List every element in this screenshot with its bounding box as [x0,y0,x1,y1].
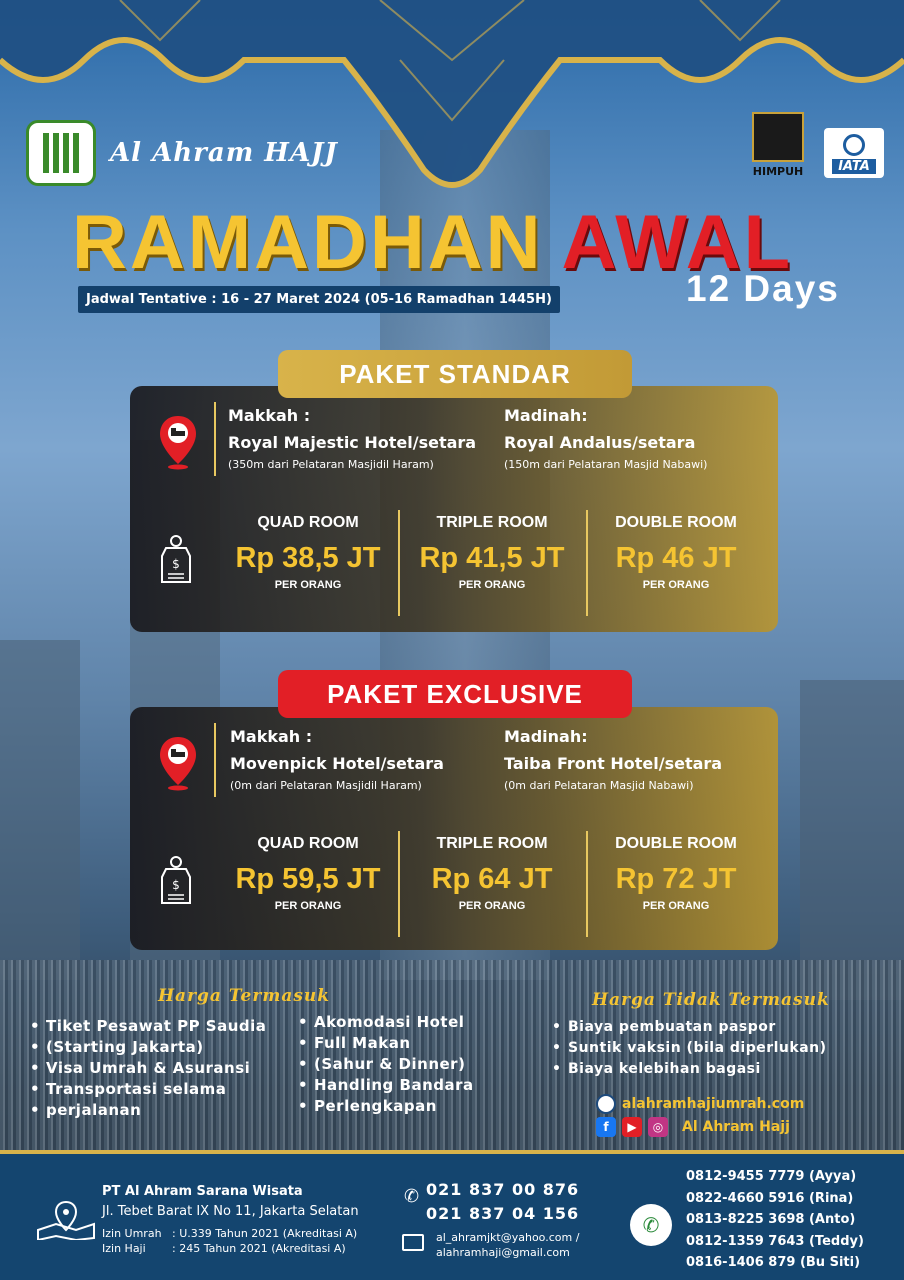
package-title-standar: PAKET STANDAR [278,350,632,398]
email-icon [402,1234,424,1251]
youtube-icon[interactable]: ▶ [622,1117,642,1137]
price-tag-icon [160,534,192,584]
schedule-banner: Jadwal Tentative : 16 - 27 Maret 2024 (05-16 Ramadhan 1445H) [78,286,560,313]
price-row [130,825,778,943]
package-card-standar [130,386,778,632]
whatsapp-contacts [686,1166,864,1274]
logo-emblem-icon [26,120,96,186]
list-item: • Handling Bandara [298,1075,498,1096]
price-quad: QUAD ROOM Rp 38,5 JT PER ORANG [235,514,381,591]
madinah-hotel: Madinah: Taiba Front Hotel/setara (0m dari Pelataran Masjid Nabawi) [504,727,723,792]
brand-logo [26,120,338,186]
list-item: • (Starting Jakarta) [30,1037,290,1058]
makkah-hotel: Makkah : Movenpick Hotel/setara (0m dari Pelataran Masjidil Haram) [230,727,444,792]
phone-number[interactable]: 021 837 04 156 [426,1204,580,1223]
divider [398,831,400,937]
price-row [130,504,778,622]
whatsapp-number[interactable]: 0812-1359 7643 (Teddy) [686,1233,864,1249]
list-item: • Visa Umrah & Asuransi [30,1058,290,1079]
brand-name: Al Ahram HAJJ [110,138,338,168]
phone-icon: ✆ [404,1186,420,1207]
list-item: • Biaya kelebihan bagasi [552,1059,892,1080]
headline-ramadhan: RAMADHAN [72,200,544,285]
hotel-location-icon [158,735,198,791]
divider [398,510,400,616]
excluded-list [552,1017,892,1080]
emails [436,1230,579,1260]
list-item: • Perlengkapan [298,1096,498,1117]
social-links[interactable]: f ▶ ◎ Al Ahram Hajj [596,1117,790,1137]
included-list-1 [30,1016,290,1121]
whatsapp-icon: ✆ [630,1204,672,1246]
hotel-row [130,707,778,807]
license-info: Izin Umrah : U.339 Tahun 2021 (Akreditasi A) Izin Haji : 245 Tahun 2021 (Akreditasi A) [102,1227,358,1255]
map-location-icon [36,1200,96,1240]
globe-icon [596,1094,616,1114]
excluded-title: Harga Tidak Termasuk [592,990,830,1010]
price-quad: QUAD ROOM Rp 59,5 JT PER ORANG [235,835,381,912]
included-title: Harga Termasuk [158,986,331,1006]
svg-text:$: $ [172,878,180,892]
list-item: • Biaya pembuatan paspor [552,1017,892,1038]
list-item: • Full Makan [298,1033,498,1054]
price-double: DOUBLE ROOM Rp 46 JT PER ORANG [615,514,737,591]
whatsapp-number[interactable]: 0816-1406 879 (Bu Siti) [686,1255,861,1270]
divider [214,402,216,476]
madinah-hotel: Madinah: Royal Andalus/setara (150m dari Pelataran Masjid Nabawi) [504,406,708,471]
list-item: • Akomodasi Hotel [298,1012,498,1033]
price-tag-icon [160,855,192,905]
iata-logo: IATA [824,128,884,178]
instagram-icon[interactable]: ◎ [648,1117,668,1137]
package-title-exclusive: PAKET EXCLUSIVE [278,670,632,718]
list-item: • Tiket Pesawat PP Saudia [30,1016,290,1037]
price-triple: TRIPLE ROOM Rp 64 JT PER ORANG [431,835,553,912]
svg-text:$: $ [172,557,180,571]
email-address[interactable]: al_ahramjkt@yahoo.com / [436,1231,580,1244]
office-phones [426,1178,579,1226]
association-logos [750,112,884,178]
whatsapp-number[interactable]: 0812-9455 7779 (Ayya) [686,1169,857,1184]
list-item: • perjalanan [30,1100,290,1121]
email-address[interactable]: alahramhaji@gmail.com [436,1246,570,1259]
footer [0,1150,904,1280]
list-item: • Suntik vaksin (bila diperlukan) [552,1038,892,1059]
hotel-location-icon [158,414,198,470]
whatsapp-number[interactable]: 0813-8225 3698 (Anto) [686,1212,856,1227]
price-triple: TRIPLE ROOM Rp 41,5 JT PER ORANG [419,514,565,591]
globe-icon [843,134,865,156]
included-list-2 [298,1012,498,1117]
package-card-exclusive [130,707,778,950]
headline-days: 12 Days [686,268,840,309]
facebook-icon[interactable]: f [596,1117,616,1137]
price-double: DOUBLE ROOM Rp 72 JT PER ORANG [615,835,737,912]
headline-awal: AWAL [561,200,794,285]
background-building [800,680,904,1000]
phone-number[interactable]: 021 837 00 876 [426,1180,580,1199]
list-item: • (Sahur & Dinner) [298,1054,498,1075]
background-building [0,640,80,980]
whatsapp-number[interactable]: 0822-4660 5916 (Rina) [686,1190,854,1206]
hotel-row [130,386,778,486]
himpuh-logo: HIMPUH [750,112,806,178]
headline [72,200,794,285]
list-item: • Transportasi selama [30,1079,290,1100]
divider [214,723,216,797]
makkah-hotel: Makkah : Royal Majestic Hotel/setara (350m dari Pelataran Masjidil Haram) [228,406,477,471]
company-name: PT Al Ahram Sarana Wisata [102,1184,303,1199]
himpuh-emblem-icon [752,112,804,162]
website-link[interactable]: alahramhajiumrah.com [596,1094,804,1114]
company-address: Jl. Tebet Barat IX No 11, Jakarta Selatan [102,1204,359,1219]
